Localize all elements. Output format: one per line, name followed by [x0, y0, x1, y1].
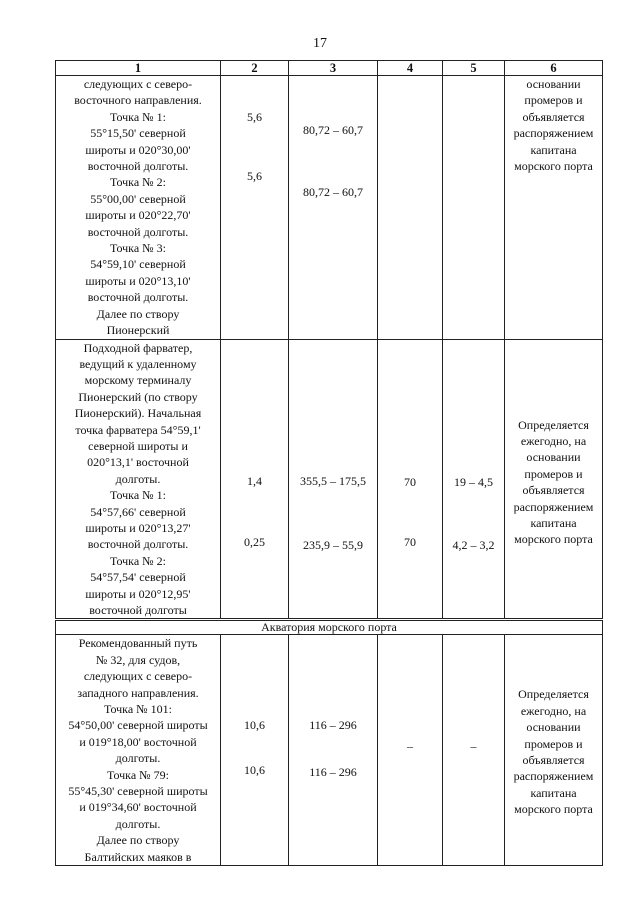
table-row: [56, 339, 603, 620]
text-line: долготы.: [115, 751, 161, 766]
description-cell: [56, 76, 221, 340]
header-row: [56, 61, 603, 76]
text-line: широты и 020°12,95': [85, 586, 191, 601]
value-text: 5,6: [247, 169, 262, 183]
value-text: 355,5 – 175,5: [300, 473, 366, 488]
text-line: основании: [526, 77, 581, 91]
text-line: 020°13,1' восточной: [87, 455, 189, 470]
header-cell: 1: [56, 61, 221, 76]
text-line: Точка № 79:: [107, 767, 169, 782]
value-text: 70: [404, 474, 416, 489]
text-line: ведущий к удаленному: [79, 356, 197, 371]
text-line: объявляется: [522, 483, 585, 498]
value-cell: [378, 635, 443, 866]
value-cell: [221, 635, 289, 866]
description-cell: [56, 635, 221, 866]
text-line: широты и 020°13,10': [85, 273, 191, 288]
section-title: Акватория морского порта: [56, 620, 603, 635]
text-line: капитана: [530, 515, 577, 530]
text-line: широты и 020°22,70': [85, 208, 191, 223]
text-line: капитана: [530, 785, 577, 800]
text-line: Далее по створу: [96, 833, 180, 848]
text-line: Пионерский: [106, 323, 170, 338]
page-number: 17: [313, 36, 327, 51]
text-line: распоряжением: [513, 769, 594, 784]
value-text: 10,6: [244, 718, 265, 733]
value-text: 10,6: [244, 763, 265, 778]
text-line: 55°00,00' северной: [90, 191, 186, 206]
text-line: Подходной фарватер,: [83, 340, 193, 355]
text-line: 54°57,54' северной: [90, 570, 186, 585]
text-line: 54°57,66' северной: [90, 504, 186, 519]
text-line: морского порта: [514, 532, 593, 547]
text-line: ежегодно, на: [520, 433, 587, 448]
text-line: 54°50,00' северной широты: [68, 718, 208, 733]
text-line: восточного направления.: [74, 93, 202, 108]
text-line: следующих с северо-: [83, 669, 193, 684]
value-cell: [378, 339, 443, 620]
text-line: Точка № 3:: [110, 241, 166, 256]
text-line: Далее по створу: [96, 306, 180, 321]
text-line: Определяется: [518, 687, 589, 702]
text-line: восточной долготы.: [87, 224, 189, 239]
text-line: восточной долготы.: [87, 290, 189, 305]
text-line: Точка № 101:: [104, 702, 172, 717]
description-cell: [56, 339, 221, 620]
value-text: 19 – 4,5: [454, 474, 493, 489]
text-line: Точка № 1:: [110, 488, 166, 503]
text-line: 54°59,10' северной: [90, 257, 186, 272]
header-cell: 6: [505, 61, 603, 76]
note-cell: [505, 635, 603, 866]
text-line: 55°15,50' северной: [90, 126, 186, 141]
text-line: долготы.: [115, 471, 161, 486]
text-line: Пионерский). Начальная: [74, 406, 202, 421]
text-line: точка фарватера 54°59,1': [75, 422, 201, 437]
text-line: восточной долготы.: [87, 159, 189, 174]
value-text: 80,72 – 60,7: [303, 185, 363, 199]
text-line: основании: [526, 720, 581, 735]
dash-text: –: [407, 739, 413, 754]
value-cell: [443, 76, 505, 340]
text-line: капитана: [530, 142, 577, 157]
text-line: широты и 020°13,27': [85, 520, 191, 535]
text-line: № 32, для судов,: [95, 652, 181, 667]
text-line: распоряжением: [513, 126, 594, 141]
header-cell: 3: [289, 61, 378, 76]
text-line: широты и 020°30,00': [85, 142, 191, 157]
header-cell: 5: [443, 61, 505, 76]
value-text: 5,6: [247, 110, 262, 124]
value-cell: [378, 76, 443, 340]
text-line: распоряжением: [513, 499, 594, 514]
value-cell: [289, 635, 378, 866]
value-cell: [221, 76, 289, 340]
text-line: Балтийских маяков в: [84, 849, 192, 864]
text-line: морского порта: [514, 159, 593, 174]
value-cell: [289, 339, 378, 620]
text-line: Точка № 2:: [110, 175, 166, 190]
value-text: 80,72 – 60,7: [303, 123, 363, 137]
value-text: 0,25: [244, 534, 265, 549]
value-cell: [289, 76, 378, 340]
text-line: западного направления.: [77, 685, 199, 700]
value-text: 4,2 – 3,2: [452, 537, 495, 552]
text-line: промеров и: [524, 93, 583, 108]
value-cell: [443, 339, 505, 620]
value-text: 116 – 296: [309, 765, 357, 780]
text-line: промеров и: [524, 466, 583, 481]
table-row: [56, 635, 603, 866]
value-text: 235,9 – 55,9: [303, 537, 363, 552]
text-line: ежегодно, на: [520, 703, 587, 718]
value-text: 1,4: [247, 473, 262, 488]
value-cell: [221, 339, 289, 620]
table-row: [56, 76, 603, 340]
text-line: Точка № 2:: [110, 553, 166, 568]
text-line: и 019°18,00' восточной: [79, 734, 197, 749]
text-line: объявляется: [522, 109, 585, 124]
value-text: 70: [404, 534, 416, 549]
note-cell: [505, 76, 603, 340]
text-line: промеров и: [524, 736, 583, 751]
text-line: и 019°34,60' восточной: [79, 800, 197, 815]
value-cell: [443, 635, 505, 866]
text-line: морского порта: [514, 802, 593, 817]
text-line: объявляется: [522, 753, 585, 768]
text-line: Точка № 1:: [110, 109, 166, 124]
text-line: долготы.: [115, 816, 161, 831]
header-cell: 4: [378, 61, 443, 76]
text-line: Определяется: [518, 417, 589, 432]
header-cell: 2: [221, 61, 289, 76]
text-line: восточной долготы: [89, 603, 187, 617]
value-text: 116 – 296: [309, 718, 357, 733]
data-table: [55, 60, 603, 866]
text-line: восточной долготы.: [87, 537, 189, 552]
dash-text: –: [470, 739, 477, 754]
note-cell: [505, 339, 603, 620]
text-line: морскому терминалу: [84, 373, 192, 388]
text-line: следующих с северо-: [83, 77, 193, 91]
text-line: 55°45,30' северной широты: [68, 784, 208, 799]
text-line: Пионерский (по створу: [78, 389, 198, 404]
text-line: Рекомендованный путь: [78, 636, 198, 651]
section-row: [56, 620, 603, 635]
text-line: основании: [526, 450, 581, 465]
text-line: северной широты и: [88, 438, 188, 453]
